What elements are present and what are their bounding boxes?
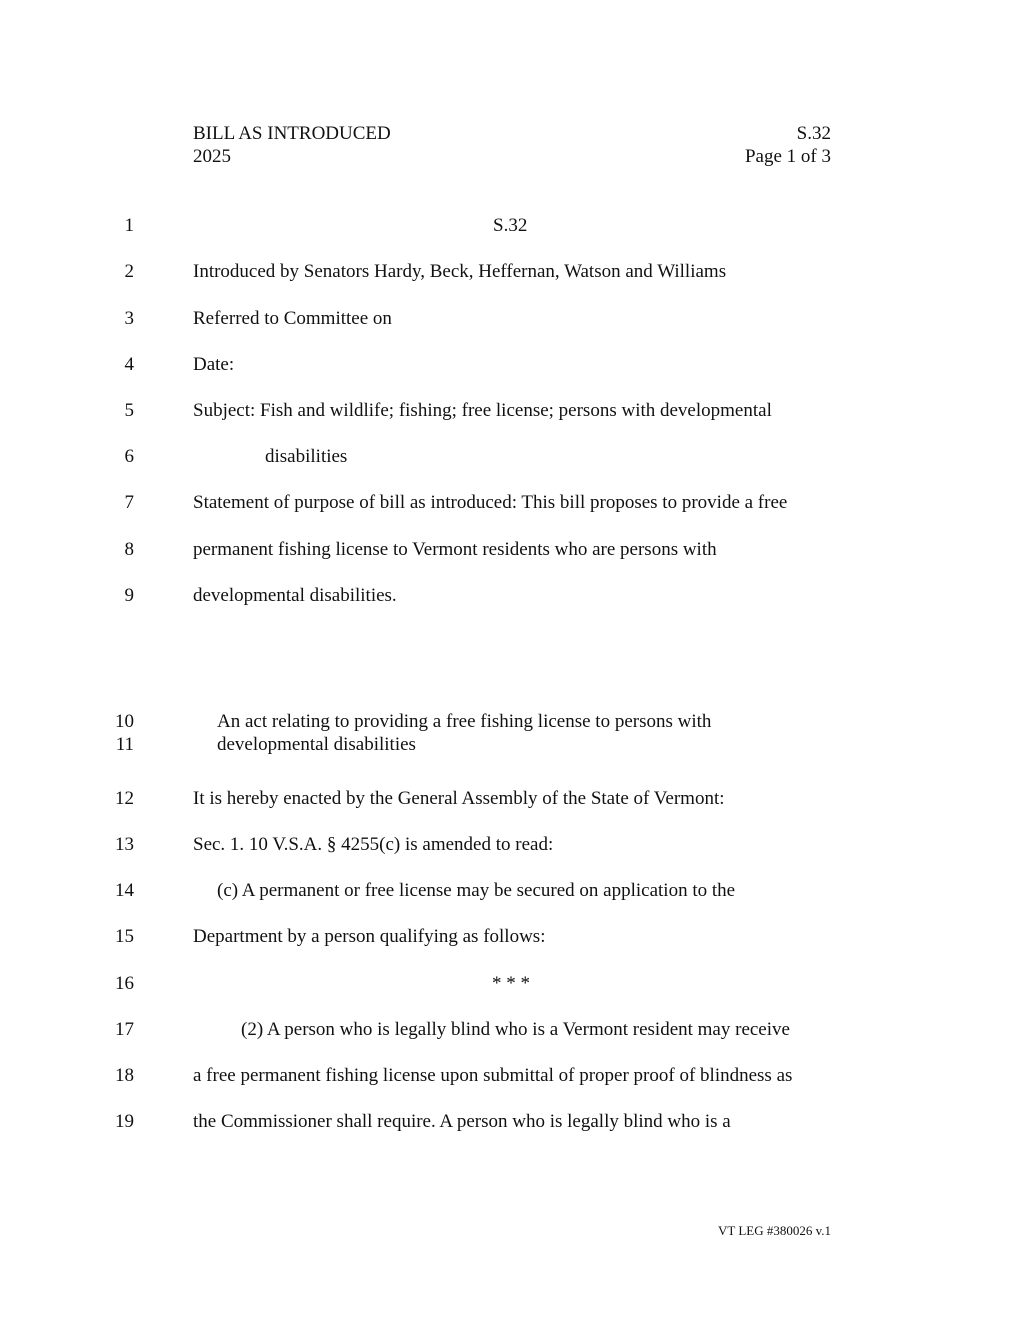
line-number: 14 [115,880,134,901]
bill-status-label: BILL AS INTRODUCED [193,123,391,144]
line-number: 10 [115,711,134,732]
line-number: 7 [124,492,134,513]
act-title-line: developmental disabilities [217,734,416,755]
line-number: 11 [115,734,134,755]
line-number: 15 [115,926,134,947]
line-number: 1 [124,215,134,236]
line-number: 6 [124,446,134,467]
subject-line: Subject: Fish and wildlife; fishing; free license; persons with developmental [193,400,772,421]
statute-text: a free permanent fishing license upon submittal of proper proof of blindness as [193,1065,793,1086]
bill-title-number: S.32 [493,215,528,236]
purpose-line: developmental disabilities. [193,585,397,606]
statute-text: (c) A permanent or free license may be secured on application to the [217,880,736,901]
bill-year: 2025 [193,146,231,167]
act-title-line: An act relating to providing a free fishing license to persons with [217,711,712,732]
line-number: 18 [115,1065,134,1086]
line-number: 19 [115,1111,134,1132]
purpose-line: Statement of purpose of bill as introduced: This bill proposes to provide a free [193,492,788,513]
line-number: 8 [124,539,134,560]
purpose-line: permanent fishing license to Vermont residents who are persons with [193,539,717,560]
omission-marker: * * * [492,973,530,994]
line-number: 12 [115,788,134,809]
page-indicator: Page 1 of 3 [744,146,831,167]
date-line: Date: [193,354,235,375]
line-number: 17 [115,1019,134,1040]
line-number: 4 [124,354,134,375]
section-heading: Sec. 1. 10 V.S.A. § 4255(c) is amended to read: [193,834,554,855]
bill-number: S.32 [796,123,831,144]
line-number: 3 [124,308,134,329]
sponsors-line: Introduced by Senators Hardy, Beck, Heffernan, Watson and Williams [193,261,727,282]
statute-text: the Commissioner shall require. A person who is legally blind who is a [193,1111,731,1132]
statute-text: (2) A person who is legally blind who is a Vermont resident may receive [241,1019,790,1040]
committee-line: Referred to Committee on [193,308,392,329]
line-number: 16 [115,973,134,994]
line-number: 5 [124,400,134,421]
line-number: 9 [124,585,134,606]
subject-continuation: disabilities [265,446,348,467]
line-number: 2 [124,261,134,282]
line-number: 13 [115,834,134,855]
enacting-clause: It is hereby enacted by the General Assembly of the State of Vermont: [193,788,725,809]
document-id-footer: VT LEG #380026 v.1 [717,1223,831,1238]
statute-text: Department by a person qualifying as follows: [193,926,546,947]
